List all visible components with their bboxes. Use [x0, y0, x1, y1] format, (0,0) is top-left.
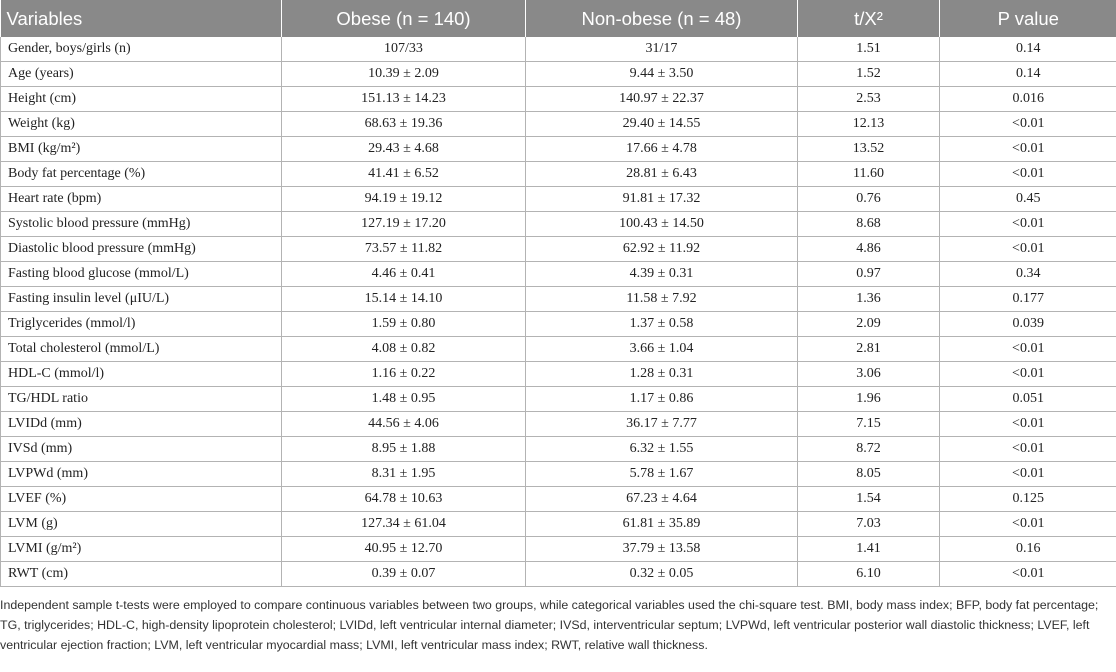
- obese-cell: 1.16 ± 0.22: [282, 362, 526, 387]
- variable-cell: Diastolic blood pressure (mmHg): [1, 237, 282, 262]
- p-value-cell: 0.45: [940, 187, 1116, 212]
- nonobese-cell: 11.58 ± 7.92: [526, 287, 798, 312]
- obese-cell: 151.13 ± 14.23: [282, 87, 526, 112]
- variable-cell: Total cholesterol (mmol/L): [1, 337, 282, 362]
- nonobese-cell: 6.32 ± 1.55: [526, 437, 798, 462]
- nonobese-cell: 91.81 ± 17.32: [526, 187, 798, 212]
- nonobese-cell: 9.44 ± 3.50: [526, 62, 798, 87]
- table-row: [1, 412, 1116, 437]
- table-row: [1, 312, 1116, 337]
- p-value-cell: <0.01: [940, 512, 1116, 537]
- obese-cell: 0.39 ± 0.07: [282, 562, 526, 587]
- variable-cell: Age (years): [1, 62, 282, 87]
- obese-cell: 64.78 ± 10.63: [282, 487, 526, 512]
- p-value-cell: <0.01: [940, 562, 1116, 587]
- p-value-cell: <0.01: [940, 212, 1116, 237]
- table-row: [1, 562, 1116, 587]
- obese-cell: 40.95 ± 12.70: [282, 537, 526, 562]
- nonobese-cell: 140.97 ± 22.37: [526, 87, 798, 112]
- variable-cell: IVSd (mm): [1, 437, 282, 462]
- table-row: [1, 187, 1116, 212]
- variable-cell: BMI (kg/m²): [1, 137, 282, 162]
- table-row: [1, 237, 1116, 262]
- obese-cell: 4.08 ± 0.82: [282, 337, 526, 362]
- variable-cell: LVPWd (mm): [1, 462, 282, 487]
- statistic-cell: 1.36: [798, 287, 940, 312]
- statistic-cell: 2.09: [798, 312, 940, 337]
- statistic-cell: 11.60: [798, 162, 940, 187]
- statistic-cell: 1.52: [798, 62, 940, 87]
- statistic-cell: 3.06: [798, 362, 940, 387]
- variable-cell: HDL-C (mmol/l): [1, 362, 282, 387]
- p-value-cell: <0.01: [940, 462, 1116, 487]
- header-nonobese: Non-obese (n = 48): [526, 0, 798, 37]
- variable-cell: LVM (g): [1, 512, 282, 537]
- table-row: [1, 112, 1116, 137]
- header-obese: Obese (n = 140): [282, 0, 526, 37]
- nonobese-cell: 62.92 ± 11.92: [526, 237, 798, 262]
- nonobese-cell: 29.40 ± 14.55: [526, 112, 798, 137]
- p-value-cell: 0.125: [940, 487, 1116, 512]
- variable-cell: LVMI (g/m²): [1, 537, 282, 562]
- p-value-cell: 0.039: [940, 312, 1116, 337]
- nonobese-cell: 5.78 ± 1.67: [526, 462, 798, 487]
- variable-cell: Fasting insulin level (μIU/L): [1, 287, 282, 312]
- p-value-cell: <0.01: [940, 362, 1116, 387]
- statistic-cell: 4.86: [798, 237, 940, 262]
- header-p-value: P value: [940, 0, 1116, 37]
- p-value-cell: <0.01: [940, 337, 1116, 362]
- p-value-cell: 0.016: [940, 87, 1116, 112]
- nonobese-cell: 28.81 ± 6.43: [526, 162, 798, 187]
- statistic-cell: 7.15: [798, 412, 940, 437]
- statistic-cell: 12.13: [798, 112, 940, 137]
- obese-cell: 15.14 ± 14.10: [282, 287, 526, 312]
- p-value-cell: <0.01: [940, 137, 1116, 162]
- nonobese-cell: 0.32 ± 0.05: [526, 562, 798, 587]
- variable-cell: Fasting blood glucose (mmol/L): [1, 262, 282, 287]
- obese-cell: 94.19 ± 19.12: [282, 187, 526, 212]
- variable-cell: TG/HDL ratio: [1, 387, 282, 412]
- table-row: [1, 537, 1116, 562]
- table-row: [1, 337, 1116, 362]
- nonobese-cell: 4.39 ± 0.31: [526, 262, 798, 287]
- table-row: [1, 137, 1116, 162]
- table-row: [1, 287, 1116, 312]
- statistic-cell: 8.72: [798, 437, 940, 462]
- obese-cell: 68.63 ± 19.36: [282, 112, 526, 137]
- p-value-cell: <0.01: [940, 162, 1116, 187]
- statistic-cell: 1.54: [798, 487, 940, 512]
- statistic-cell: 7.03: [798, 512, 940, 537]
- statistic-cell: 1.96: [798, 387, 940, 412]
- obese-cell: 1.48 ± 0.95: [282, 387, 526, 412]
- nonobese-cell: 61.81 ± 35.89: [526, 512, 798, 537]
- obese-cell: 8.31 ± 1.95: [282, 462, 526, 487]
- table-row: [1, 462, 1116, 487]
- p-value-cell: <0.01: [940, 237, 1116, 262]
- table-body: [1, 37, 1116, 587]
- statistic-cell: 2.53: [798, 87, 940, 112]
- nonobese-cell: 1.37 ± 0.58: [526, 312, 798, 337]
- p-value-cell: <0.01: [940, 412, 1116, 437]
- obese-cell: 4.46 ± 0.41: [282, 262, 526, 287]
- nonobese-cell: 1.17 ± 0.86: [526, 387, 798, 412]
- obese-cell: 127.19 ± 17.20: [282, 212, 526, 237]
- obese-cell: 29.43 ± 4.68: [282, 137, 526, 162]
- obese-cell: 107/33: [282, 37, 526, 62]
- variable-cell: Triglycerides (mmol/l): [1, 312, 282, 337]
- nonobese-cell: 1.28 ± 0.31: [526, 362, 798, 387]
- obese-cell: 127.34 ± 61.04: [282, 512, 526, 537]
- statistic-cell: 2.81: [798, 337, 940, 362]
- variable-cell: Gender, boys/girls (n): [1, 37, 282, 62]
- header-row: [1, 0, 1116, 37]
- p-value-cell: 0.34: [940, 262, 1116, 287]
- nonobese-cell: 3.66 ± 1.04: [526, 337, 798, 362]
- p-value-cell: <0.01: [940, 112, 1116, 137]
- variable-cell: LVEF (%): [1, 487, 282, 512]
- p-value-cell: 0.177: [940, 287, 1116, 312]
- obese-cell: 8.95 ± 1.88: [282, 437, 526, 462]
- nonobese-cell: 37.79 ± 13.58: [526, 537, 798, 562]
- table-row: [1, 62, 1116, 87]
- p-value-cell: 0.16: [940, 537, 1116, 562]
- variable-cell: LVIDd (mm): [1, 412, 282, 437]
- table-row: [1, 212, 1116, 237]
- obese-cell: 10.39 ± 2.09: [282, 62, 526, 87]
- p-value-cell: 0.14: [940, 62, 1116, 87]
- nonobese-cell: 100.43 ± 14.50: [526, 212, 798, 237]
- p-value-cell: 0.051: [940, 387, 1116, 412]
- p-value-cell: <0.01: [940, 437, 1116, 462]
- obese-cell: 44.56 ± 4.06: [282, 412, 526, 437]
- header-statistic: t/X²: [798, 0, 940, 37]
- table-row: [1, 512, 1116, 537]
- nonobese-cell: 31/17: [526, 37, 798, 62]
- nonobese-cell: 17.66 ± 4.78: [526, 137, 798, 162]
- table-row: [1, 37, 1116, 62]
- table-row: [1, 437, 1116, 462]
- table-row: [1, 162, 1116, 187]
- variable-cell: Height (cm): [1, 87, 282, 112]
- variable-cell: Body fat percentage (%): [1, 162, 282, 187]
- statistic-cell: 1.41: [798, 537, 940, 562]
- statistic-cell: 0.97: [798, 262, 940, 287]
- nonobese-cell: 36.17 ± 7.77: [526, 412, 798, 437]
- table-row: [1, 87, 1116, 112]
- variable-cell: RWT (cm): [1, 562, 282, 587]
- variable-cell: Heart rate (bpm): [1, 187, 282, 212]
- obese-cell: 73.57 ± 11.82: [282, 237, 526, 262]
- p-value-cell: 0.14: [940, 37, 1116, 62]
- obese-cell: 41.41 ± 6.52: [282, 162, 526, 187]
- table-row: [1, 387, 1116, 412]
- statistic-cell: 8.05: [798, 462, 940, 487]
- nonobese-cell: 67.23 ± 4.64: [526, 487, 798, 512]
- statistic-cell: 13.52: [798, 137, 940, 162]
- variable-cell: Systolic blood pressure (mmHg): [1, 212, 282, 237]
- table-row: [1, 487, 1116, 512]
- variable-cell: Weight (kg): [1, 112, 282, 137]
- statistic-cell: 6.10: [798, 562, 940, 587]
- table-row: [1, 362, 1116, 387]
- table-row: [1, 262, 1116, 287]
- statistic-cell: 8.68: [798, 212, 940, 237]
- obese-cell: 1.59 ± 0.80: [282, 312, 526, 337]
- table-footnote: Independent sample t-tests were employed to compare continuous variables between two groups, while categorical variables used the chi-square test. BMI, body mass index; BFP, body fat percentage; TG, triglycerides; HDL-C, high-density lipoprotein cholesterol; LVIDd, left ventricular internal diameter; IVSd, interventricular septum; LVPWd, left ventricular posterior wall diastolic thickness; LVEF, left ventricular ejection fraction; LVM, left ventricular myocardial mass; LVMI, left ventricular mass index; RWT, relative wall thickness.: [0, 598, 1099, 652]
- header-variables: Variables: [1, 0, 282, 37]
- statistic-cell: 1.51: [798, 37, 940, 62]
- statistic-cell: 0.76: [798, 187, 940, 212]
